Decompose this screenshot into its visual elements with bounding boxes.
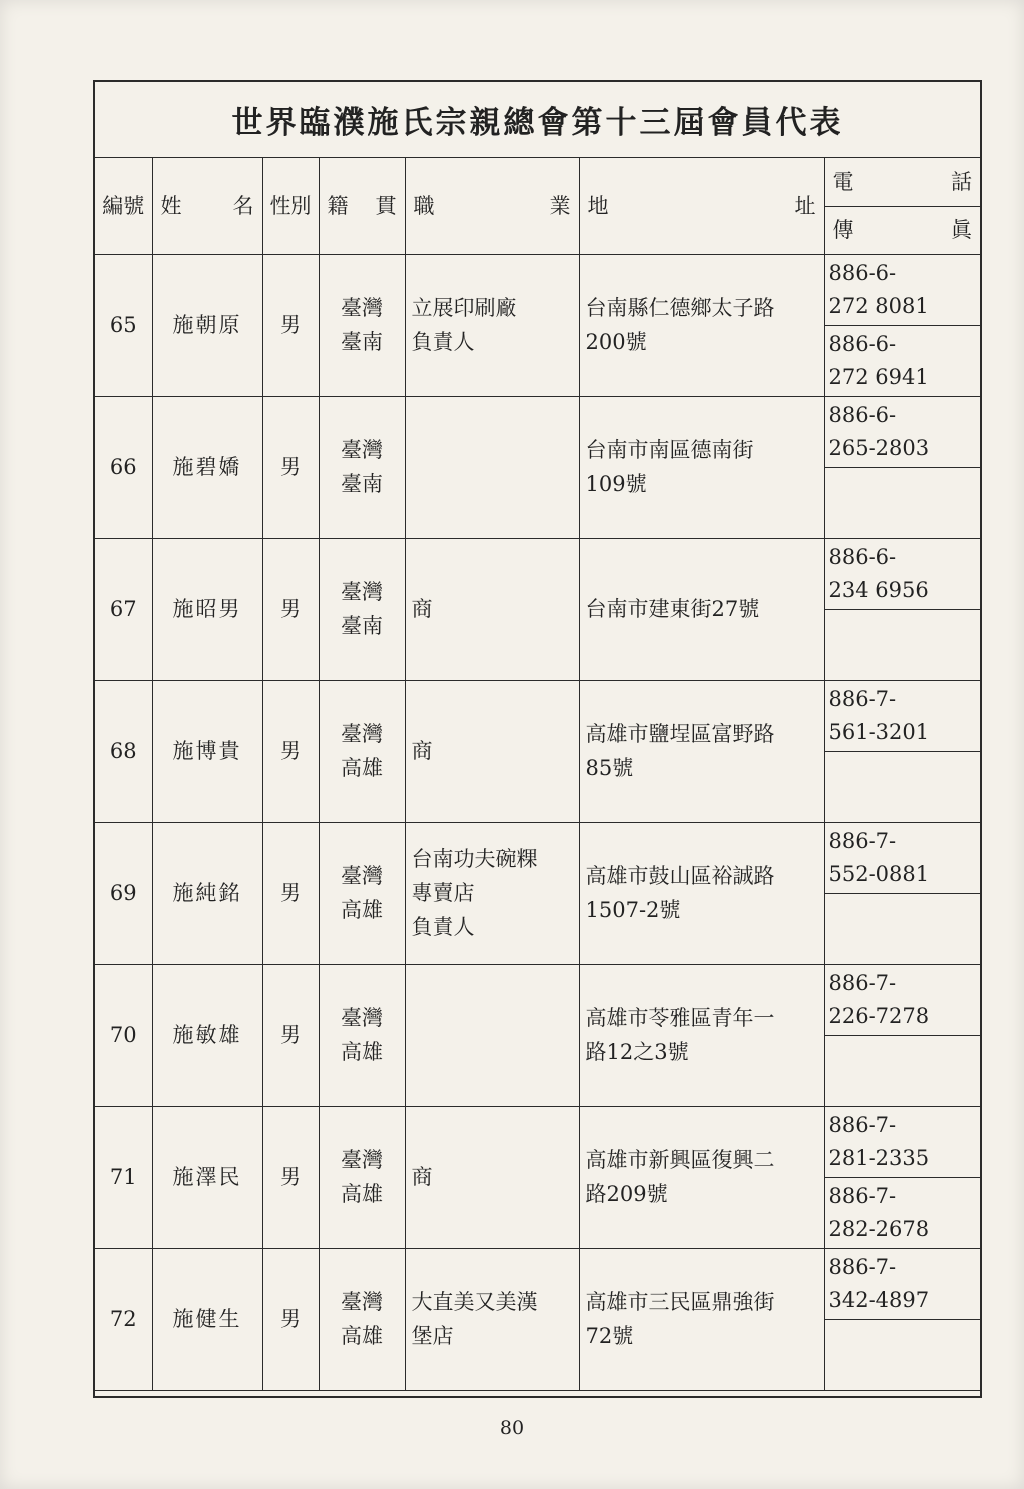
header-origin-char-1: 籍 bbox=[327, 193, 349, 218]
origin-line: 臺灣 bbox=[341, 1290, 383, 1314]
header-tel-char-2: 話 bbox=[951, 169, 972, 194]
member-job bbox=[405, 1106, 579, 1248]
origin-line: 高雄 bbox=[341, 1040, 383, 1064]
address-line: 85號 bbox=[585, 756, 634, 780]
tel-line: 234 6956 bbox=[828, 577, 929, 602]
tel-line: 886-7- bbox=[828, 686, 897, 711]
member-no: 71 bbox=[95, 1106, 152, 1248]
origin-line: 臺灣 bbox=[341, 722, 383, 746]
address-line: 路12之3號 bbox=[585, 1040, 689, 1064]
tel-line: 265-2803 bbox=[828, 435, 930, 460]
tel-line: 886-7- bbox=[828, 970, 897, 995]
member-row bbox=[95, 396, 980, 467]
member-row bbox=[95, 538, 980, 609]
member-origin bbox=[319, 538, 405, 680]
header-address bbox=[579, 158, 824, 254]
member-job bbox=[405, 538, 579, 680]
tel-line: 561-3201 bbox=[828, 719, 930, 744]
page-title: 世界臨濮施氏宗親總會第十三屆會員代表 bbox=[95, 82, 980, 158]
origin-line: 臺灣 bbox=[341, 296, 383, 320]
member-no: 72 bbox=[95, 1248, 152, 1390]
origin-line: 臺灣 bbox=[341, 1006, 383, 1030]
member-origin bbox=[319, 396, 405, 538]
member-job bbox=[405, 396, 579, 538]
member-sex: 男 bbox=[262, 538, 319, 680]
member-origin bbox=[319, 254, 405, 396]
header-job bbox=[405, 158, 579, 254]
tel-line: 886-7- bbox=[828, 828, 897, 853]
member-origin bbox=[319, 680, 405, 822]
member-name: 施碧嬌 bbox=[152, 396, 262, 538]
member-no: 70 bbox=[95, 964, 152, 1106]
address-line: 台南市南區德南街 bbox=[585, 438, 754, 462]
member-table bbox=[95, 158, 980, 1391]
member-tel bbox=[824, 1248, 980, 1319]
member-row bbox=[95, 964, 980, 1035]
member-address bbox=[579, 396, 824, 538]
member-fax bbox=[824, 1035, 980, 1106]
fax-line: 272 6941 bbox=[828, 364, 929, 389]
member-address bbox=[579, 822, 824, 964]
tel-line: 226-7278 bbox=[828, 1003, 930, 1028]
member-sex: 男 bbox=[262, 396, 319, 538]
origin-line: 臺南 bbox=[341, 330, 383, 354]
header-row bbox=[95, 158, 980, 206]
member-address bbox=[579, 1248, 824, 1390]
member-name: 施朝原 bbox=[152, 254, 262, 396]
job-line: 大直美又美漢 bbox=[411, 1290, 538, 1314]
address-line: 200號 bbox=[585, 330, 647, 354]
header-job-char-2: 業 bbox=[549, 193, 571, 218]
member-tel bbox=[824, 538, 980, 609]
origin-line: 臺南 bbox=[341, 472, 383, 496]
job-line: 商 bbox=[411, 597, 433, 621]
address-line: 72號 bbox=[585, 1324, 634, 1348]
origin-line: 高雄 bbox=[341, 756, 383, 780]
member-tel bbox=[824, 964, 980, 1035]
member-origin bbox=[319, 822, 405, 964]
member-no: 67 bbox=[95, 538, 152, 680]
member-address bbox=[579, 254, 824, 396]
address-line: 台南縣仁德鄉太子路 bbox=[585, 296, 775, 320]
header-tel-char-1: 電 bbox=[832, 169, 854, 194]
job-line: 堡店 bbox=[411, 1324, 454, 1348]
member-sex: 男 bbox=[262, 1248, 319, 1390]
tel-line: 281-2335 bbox=[828, 1145, 930, 1170]
header-tel bbox=[824, 158, 980, 206]
member-fax bbox=[824, 751, 980, 822]
origin-line: 臺灣 bbox=[341, 580, 383, 604]
header-fax bbox=[824, 206, 980, 254]
member-name: 施健生 bbox=[152, 1248, 262, 1390]
member-fax bbox=[824, 467, 980, 538]
member-address bbox=[579, 964, 824, 1106]
tel-line: 886-7- bbox=[828, 1254, 897, 1279]
header-sex: 性別 bbox=[262, 158, 319, 254]
origin-line: 臺灣 bbox=[341, 1148, 383, 1172]
job-line: 負責人 bbox=[411, 915, 475, 939]
member-row bbox=[95, 680, 980, 751]
member-name: 施博貴 bbox=[152, 680, 262, 822]
page-number: 80 bbox=[499, 1417, 525, 1439]
origin-line: 臺灣 bbox=[341, 864, 383, 888]
address-line: 台南市建東街27號 bbox=[585, 597, 760, 621]
member-name: 施澤民 bbox=[152, 1106, 262, 1248]
member-name: 施敏雄 bbox=[152, 964, 262, 1106]
member-job bbox=[405, 822, 579, 964]
member-name: 施純銘 bbox=[152, 822, 262, 964]
member-no: 68 bbox=[95, 680, 152, 822]
member-fax bbox=[824, 893, 980, 964]
member-table-body bbox=[95, 158, 980, 1390]
job-line: 商 bbox=[411, 1165, 433, 1189]
member-no: 66 bbox=[95, 396, 152, 538]
member-fax bbox=[824, 1319, 980, 1390]
member-job bbox=[405, 964, 579, 1106]
address-line: 高雄市三民區鼎強街 bbox=[585, 1290, 775, 1314]
member-row bbox=[95, 1248, 980, 1319]
member-sex: 男 bbox=[262, 822, 319, 964]
member-tel bbox=[824, 254, 980, 325]
member-table-frame bbox=[93, 80, 982, 1398]
member-address bbox=[579, 680, 824, 822]
address-line: 高雄市苓雅區青年一 bbox=[585, 1006, 775, 1030]
member-job bbox=[405, 254, 579, 396]
header-origin-char-2: 貫 bbox=[375, 193, 397, 218]
member-sex: 男 bbox=[262, 964, 319, 1106]
tel-line: 886-7- bbox=[828, 1112, 897, 1137]
header-no: 編號 bbox=[95, 158, 152, 254]
fax-line: 886-6- bbox=[828, 331, 897, 356]
member-job bbox=[405, 1248, 579, 1390]
header-job-char-1: 職 bbox=[413, 193, 435, 218]
origin-line: 高雄 bbox=[341, 1182, 383, 1206]
job-line: 專賣店 bbox=[411, 881, 475, 905]
fax-line: 886-7- bbox=[828, 1183, 897, 1208]
member-sex: 男 bbox=[262, 1106, 319, 1248]
member-row bbox=[95, 254, 980, 325]
origin-line: 高雄 bbox=[341, 1324, 383, 1348]
member-fax bbox=[824, 1177, 980, 1248]
origin-line: 高雄 bbox=[341, 898, 383, 922]
member-tel bbox=[824, 396, 980, 467]
member-tel bbox=[824, 680, 980, 751]
address-line: 1507-2號 bbox=[585, 898, 681, 922]
tel-line: 886-6- bbox=[828, 402, 897, 427]
header-fax-char-1: 傳 bbox=[832, 218, 854, 242]
member-fax bbox=[824, 609, 980, 680]
tel-line: 272 8081 bbox=[828, 293, 929, 318]
tel-line: 886-6- bbox=[828, 260, 897, 285]
member-origin bbox=[319, 1106, 405, 1248]
member-row bbox=[95, 822, 980, 893]
header-name-char-1: 姓 bbox=[160, 193, 182, 218]
header-address-char-1: 地 bbox=[587, 193, 609, 218]
address-line: 高雄市鼓山區裕誠路 bbox=[585, 864, 775, 888]
origin-line: 臺南 bbox=[341, 614, 383, 638]
member-origin bbox=[319, 964, 405, 1106]
header-origin bbox=[319, 158, 405, 254]
tel-line: 342-4897 bbox=[828, 1287, 930, 1312]
header-name-char-2: 名 bbox=[232, 193, 254, 218]
member-origin bbox=[319, 1248, 405, 1390]
tel-line: 552-0881 bbox=[828, 861, 930, 886]
member-tel bbox=[824, 822, 980, 893]
address-line: 高雄市新興區復興二 bbox=[585, 1148, 775, 1172]
job-line: 台南功夫碗粿 bbox=[411, 847, 538, 871]
address-line: 109號 bbox=[585, 472, 647, 496]
member-sex: 男 bbox=[262, 254, 319, 396]
member-fax bbox=[824, 325, 980, 396]
member-sex: 男 bbox=[262, 680, 319, 822]
job-line: 商 bbox=[411, 739, 433, 763]
member-address bbox=[579, 1106, 824, 1248]
member-row bbox=[95, 1106, 980, 1177]
origin-line: 臺灣 bbox=[341, 438, 383, 462]
job-line: 立展印刷廠 bbox=[411, 296, 517, 320]
member-name: 施昭男 bbox=[152, 538, 262, 680]
tel-line: 886-6- bbox=[828, 544, 897, 569]
member-address bbox=[579, 538, 824, 680]
header-address-char-2: 址 bbox=[794, 193, 816, 218]
member-job bbox=[405, 680, 579, 822]
job-line: 負責人 bbox=[411, 330, 475, 354]
fax-line: 282-2678 bbox=[828, 1216, 930, 1241]
address-line: 高雄市鹽埕區富野路 bbox=[585, 722, 775, 746]
address-line: 路209號 bbox=[585, 1182, 668, 1206]
member-no: 65 bbox=[95, 254, 152, 396]
header-fax-char-2: 眞 bbox=[951, 218, 972, 242]
header-name bbox=[152, 158, 262, 254]
member-no: 69 bbox=[95, 822, 152, 964]
member-tel bbox=[824, 1106, 980, 1177]
